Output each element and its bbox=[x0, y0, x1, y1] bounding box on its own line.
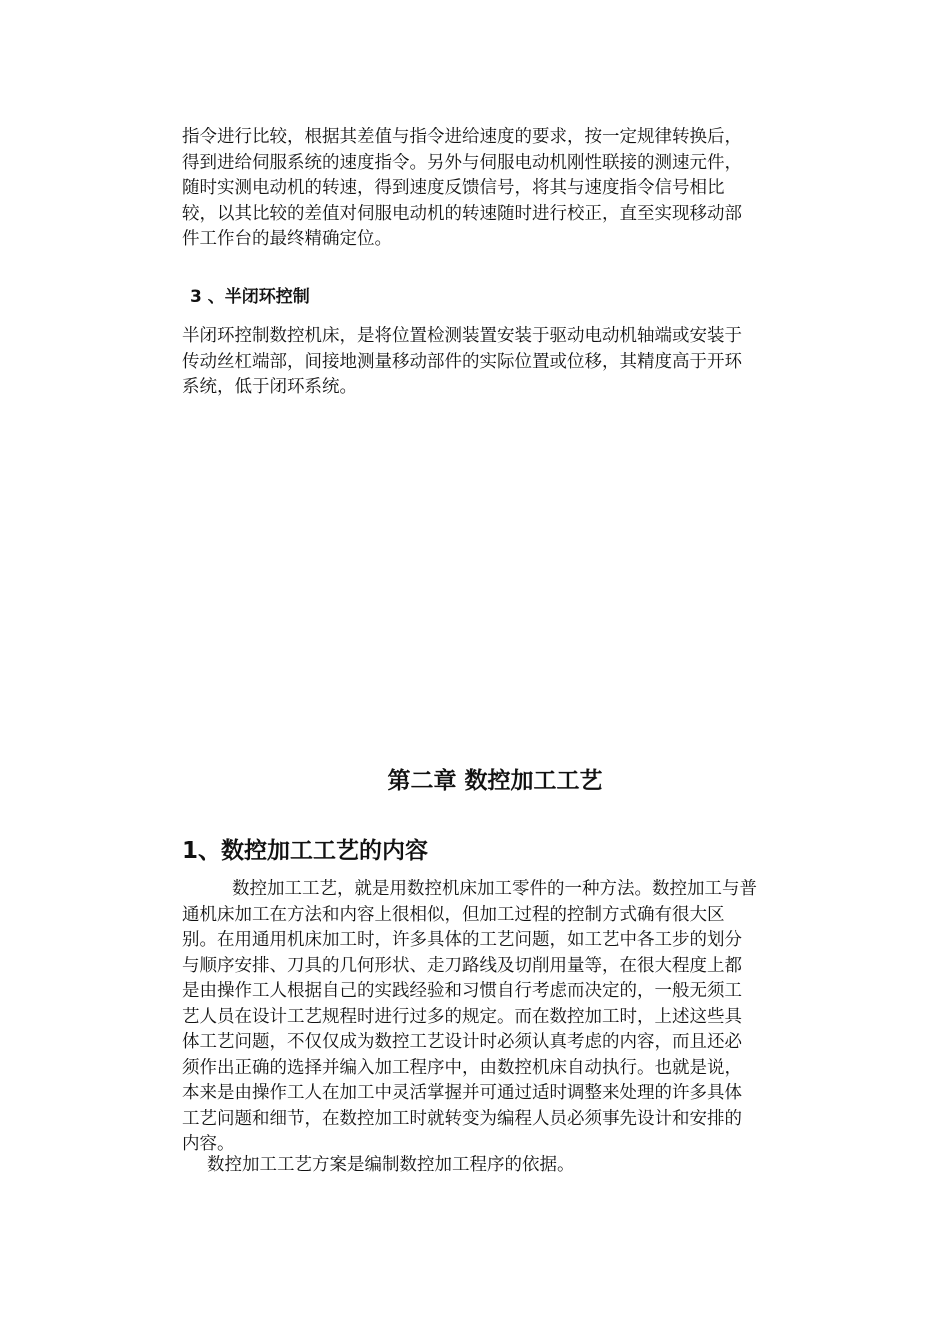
paragraph-closed-loop-continuation bbox=[182, 125, 797, 253]
text-line: 数控加工工艺，就是用数控机床加工零件的一种方法。数控加工与普 bbox=[232, 879, 757, 899]
text-line: 是由操作工人根据自己的实践经验和习惯自行考虑而决定的，一般无须工 bbox=[182, 981, 742, 1001]
subsection-heading: 1、数控加工工艺的内容 bbox=[182, 838, 429, 864]
text-line: 传动丝杠端部，间接地测量移动部件的实际位置或位移，其精度高于开环 bbox=[182, 351, 742, 372]
paragraph-semi-closed-loop bbox=[182, 324, 797, 401]
chapter-title: 第二章 数控加工工艺 bbox=[387, 768, 603, 794]
text-line: 件工作台的最终精确定位。 bbox=[182, 229, 392, 249]
text-line: 较，以其比较的差值对伺服电动机的转速随时进行校正，直至实现移动部 bbox=[182, 203, 742, 224]
text-line: 本来是由操作工人在加工中灵活掌握并可通过适时调整来处理的许多具体 bbox=[182, 1083, 742, 1103]
text-line: 艺人员在设计工艺规程时进行过多的规定。而在数控加工时，上述这些具 bbox=[182, 1006, 742, 1027]
text-line: 指令进行比较，根据其差值与指令进给速度的要求，按一定规律转换后， bbox=[182, 127, 742, 147]
text-line: 工艺问题和细节，在数控加工时就转变为编程人员必须事先设计和安排的 bbox=[182, 1108, 742, 1129]
text-line: 半闭环控制数控机床，是将位置检测装置安装于驱动电动机轴端或安装于 bbox=[182, 326, 742, 346]
text-line: 别。在用通用机床加工时，许多具体的工艺问题，如工艺中各工步的划分 bbox=[182, 930, 742, 950]
text-line: 通机床加工在方法和内容上很相似，但加工过程的控制方式确有很大区 bbox=[182, 904, 725, 925]
text-line: 体工艺问题，不仅仅成为数控工艺设计时必须认真考虑的内容，而且还必 bbox=[182, 1032, 742, 1052]
paragraph-process-content bbox=[182, 877, 797, 1158]
text-line: 内容。 bbox=[182, 1134, 235, 1154]
text-line: 与顺序安排、刀具的几何形状、走刀路线及切削用量等，在很大程度上都 bbox=[182, 955, 742, 976]
text-line: 须作出正确的选择并编入加工程序中，由数控机床自动执行。也就是说， bbox=[182, 1057, 742, 1078]
paragraph-closing: 数控加工工艺方案是编制数控加工程序的依据。 bbox=[207, 1155, 575, 1175]
text-line: 得到进给伺服系统的速度指令。另外与伺服电动机刚性联接的测速元件， bbox=[182, 152, 742, 173]
text-line: 系统，低于闭环系统。 bbox=[182, 377, 357, 397]
section-heading-semi-closed-loop: 3 、半闭环控制 bbox=[190, 287, 310, 307]
text-line: 随时实测电动机的转速，得到速度反馈信号，将其与速度指令信号相比 bbox=[182, 178, 725, 198]
